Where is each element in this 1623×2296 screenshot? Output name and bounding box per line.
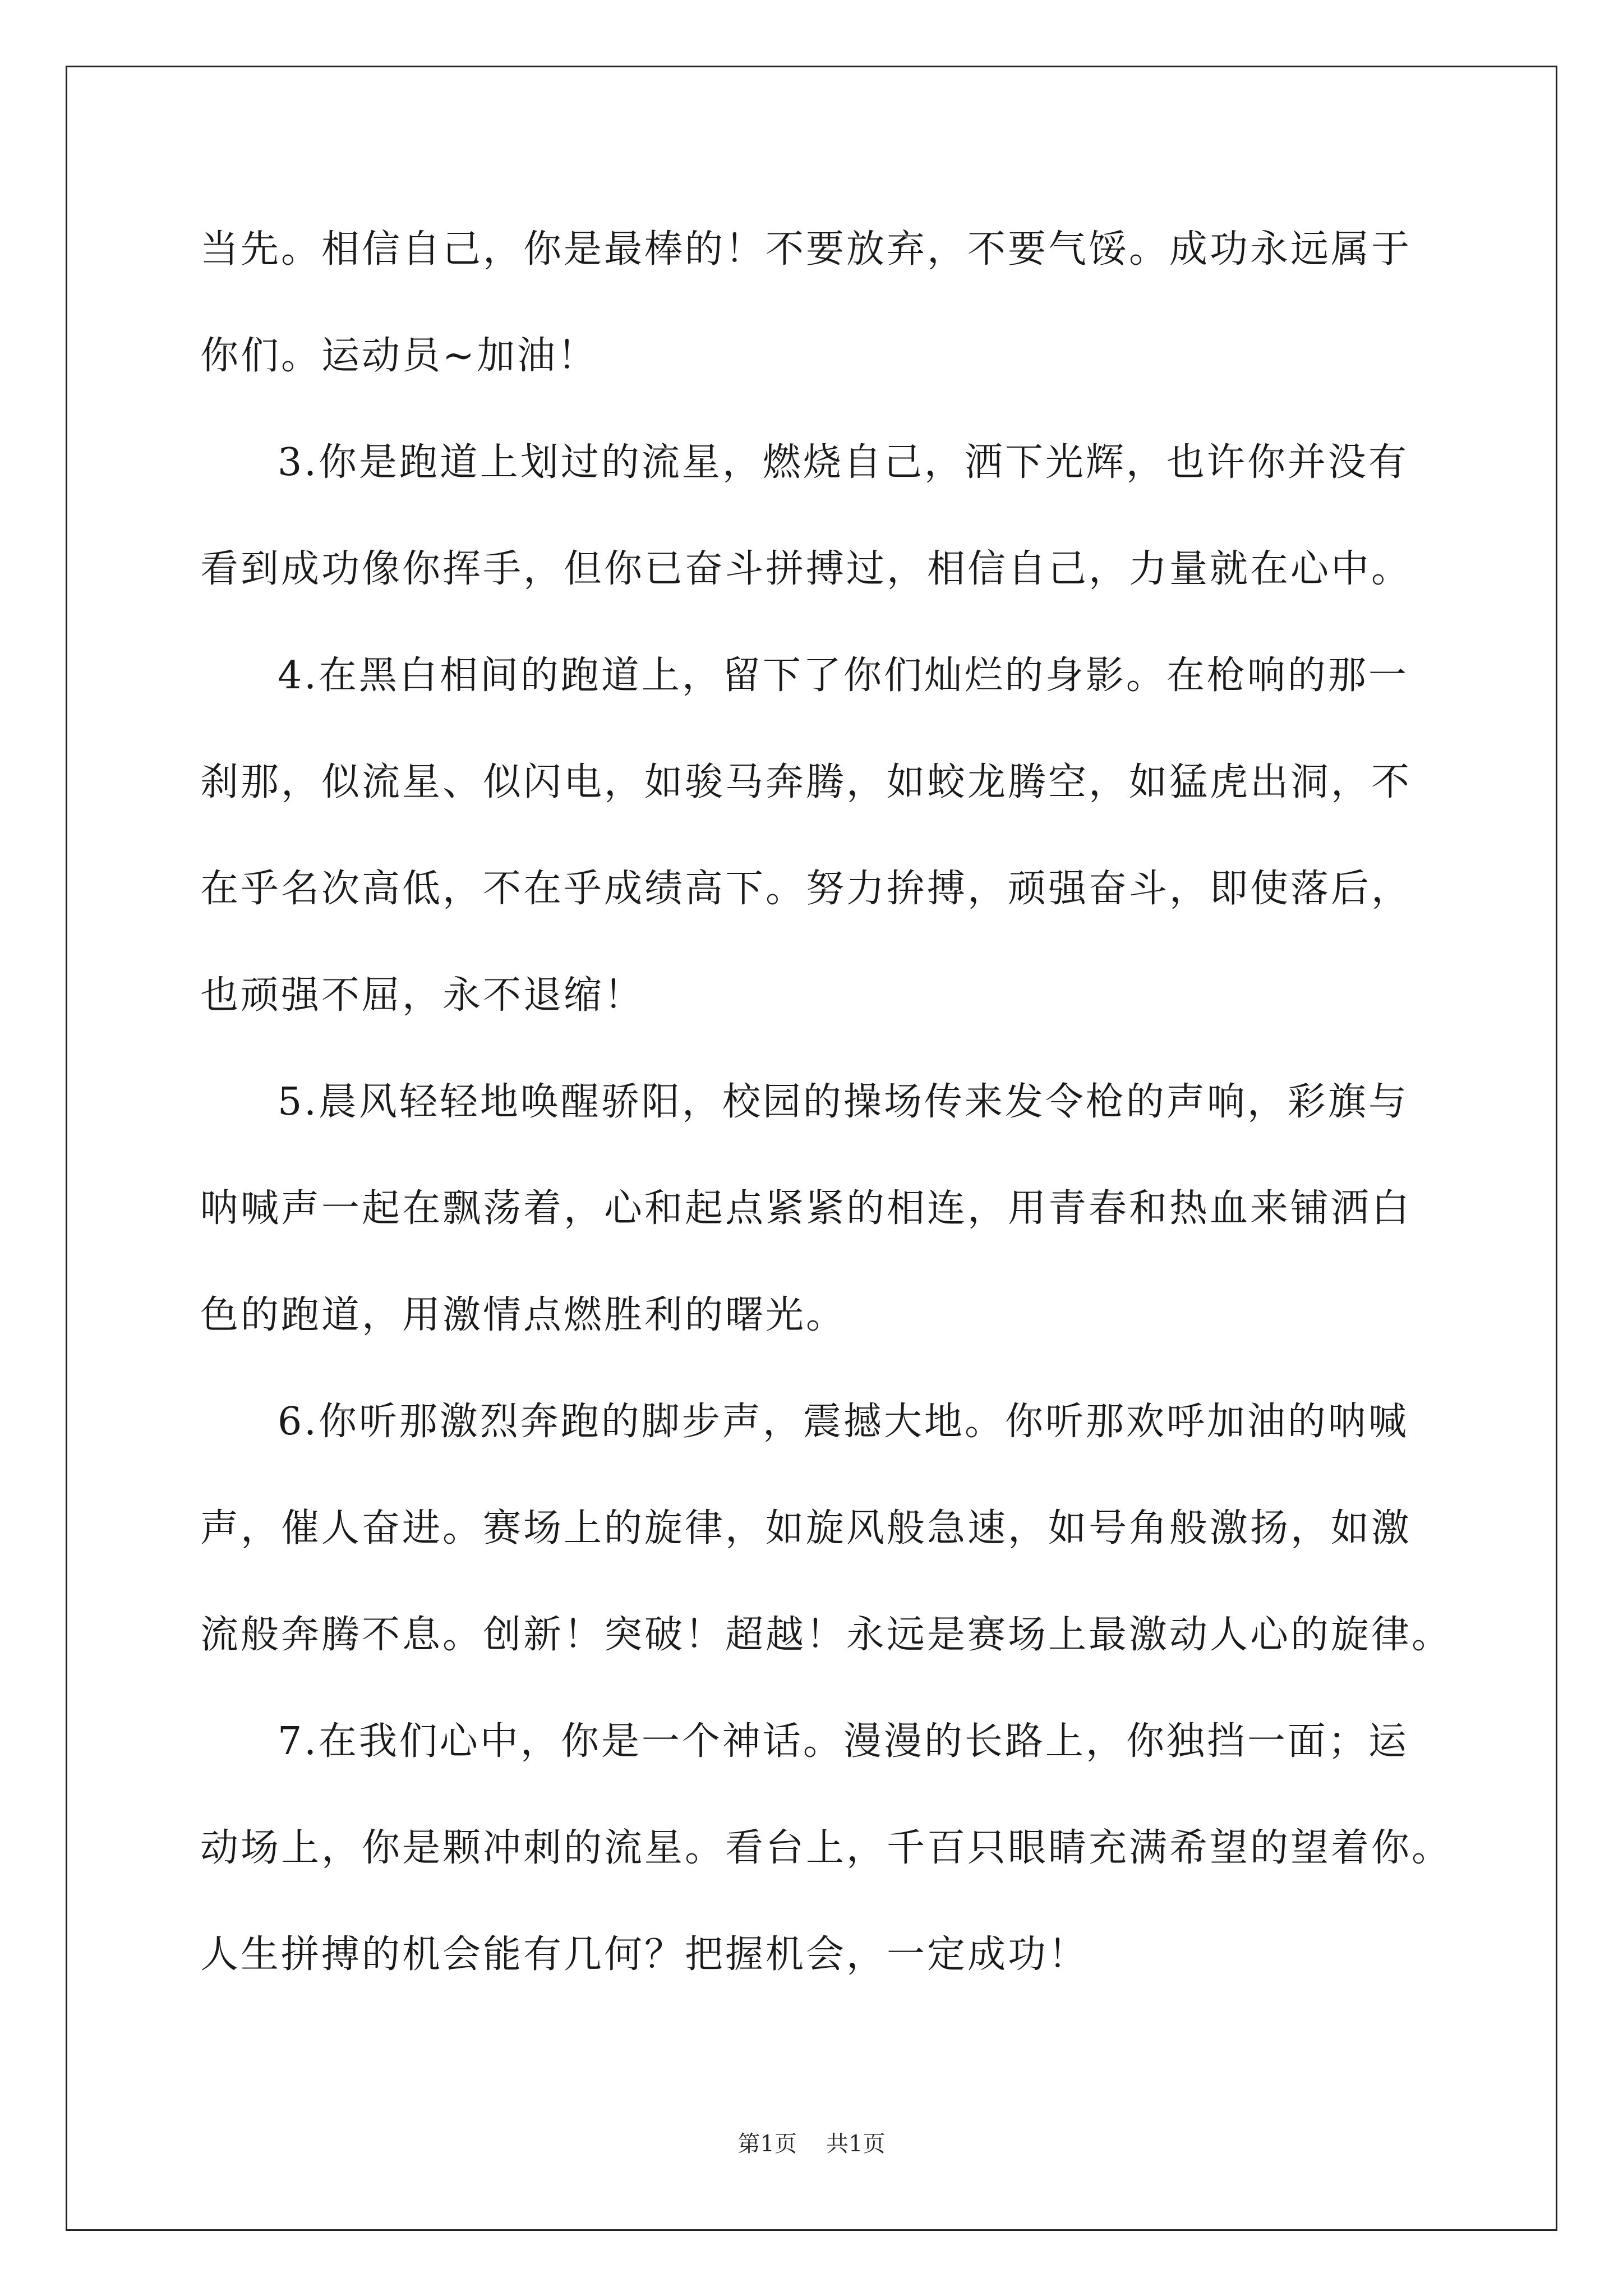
text-line: 在乎名次高低，不在乎成绩高下。努力拚搏，顽强奋斗，即使落后， bbox=[200, 867, 1412, 911]
paragraph-5-line: 5.晨风轻轻地唤醒骄阳，校园的操场传来发令枪的声响，彩旗与 bbox=[278, 1080, 1409, 1124]
paragraph-4-line: 4.在黑白相间的跑道上，留下了你们灿烂的身影。在枪响的那一 bbox=[278, 654, 1409, 698]
document-body bbox=[200, 216, 1453, 2028]
page-footer bbox=[0, 2127, 1623, 2161]
text-line: 也顽强不屈，永不退缩！ bbox=[200, 973, 645, 1018]
page-number: 第1页 bbox=[737, 2131, 797, 2157]
paragraph-7-line: 7.在我们心中，你是一个神话。漫漫的长路上，你独挡一面；运 bbox=[278, 1719, 1409, 1764]
text-line: 色的跑道，用激情点燃胜利的曙光。 bbox=[200, 1293, 847, 1337]
text-line: 呐喊声一起在飘荡着，心和起点紧紧的相连，用青春和热血来铺洒白 bbox=[200, 1186, 1412, 1231]
text-line: 你们。运动员~加油！ bbox=[200, 334, 598, 378]
text-line: 刹那，似流星、似闪电，如骏马奔腾，如蛟龙腾空，如猛虎出洞，不 bbox=[200, 760, 1412, 804]
text-line: 动场上，你是颗冲刺的流星。看台上，千百只眼睛充满希望的望着你。 bbox=[200, 1826, 1453, 1870]
page-total: 共1页 bbox=[826, 2131, 886, 2157]
text-line: 声，催人奋进。赛场上的旋律，如旋风般急速，如号角般激扬，如激 bbox=[200, 1506, 1412, 1550]
text-line: 当先。相信自己，你是最棒的！不要放弃，不要气馁。成功永远属于 bbox=[200, 227, 1412, 272]
text-line: 流般奔腾不息。创新！突破！超越！永远是赛场上最激动人心的旋律。 bbox=[200, 1613, 1453, 1657]
text-line: 看到成功像你挥手，但你已奋斗拼搏过，相信自己，力量就在心中。 bbox=[200, 547, 1412, 591]
paragraph-3-line: 3.你是跑道上划过的流星，燃烧自己，洒下光辉，也许你并没有 bbox=[278, 440, 1409, 485]
text-line: 人生拼搏的机会能有几何？把握机会，一定成功！ bbox=[200, 1932, 1089, 1977]
paragraph-6-line: 6.你听那激烈奔跑的脚步声，震撼大地。你听那欢呼加油的呐喊 bbox=[278, 1400, 1409, 1444]
